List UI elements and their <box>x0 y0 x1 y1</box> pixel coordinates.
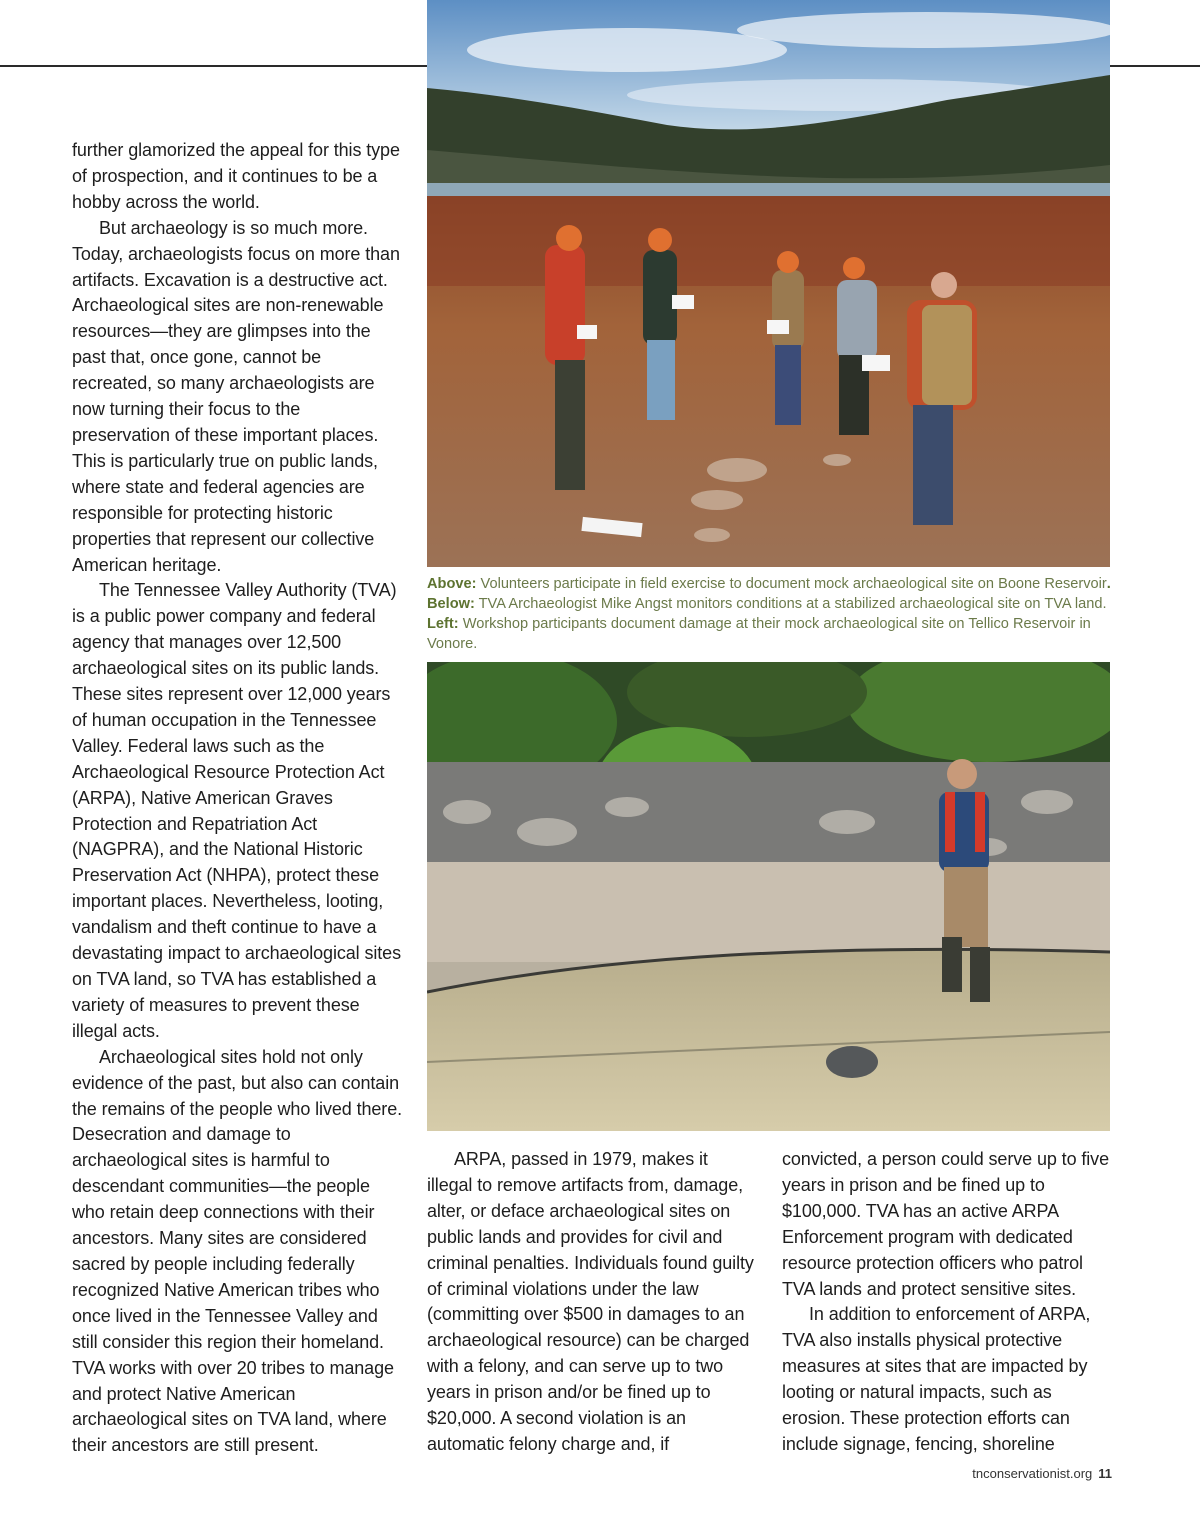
paragraph: But archaeology is so much more. Today, archaeologists focus on more than artifacts. Excavation is a destructive act. Archaeological sites are non-renewable resources—they are glimpses into the past that, once gone, cannot be recreated, so many archaeologists are now turning their focus to the preservation of these important places. This is particularly true on public lands, where state and federal agencies are responsible for protecting historic properties that represent our collective American heritage. <box>72 217 400 575</box>
photo-caption <box>427 574 1117 654</box>
article-column-left <box>72 138 402 1459</box>
caption-text-above: Volunteers participate in field exercise to document mock archaeological site on Boone Reservoir <box>480 576 1107 592</box>
page-footer <box>972 1466 1112 1481</box>
article-column-right <box>782 1147 1112 1458</box>
header-rule-right <box>1110 65 1200 67</box>
paragraph: Archaeological sites hold not only evidence of the past, but also can contain the remains of the people who lived there. Desecration and damage to archaeological sites is harmful to descendant communities—the people who retain deep connections with their ancestors. Many sites are considered sacred by people including federally recognized Native American tribes who once lived in the Tennessee Valley and still consider this region their homeland. TVA works with over 20 tribes to manage and protect Native American archaeological sites on TVA land, where their ancestors are still present. <box>72 1046 403 1456</box>
footer-site: tnconservationist.org <box>972 1466 1093 1481</box>
photo-field-exercise <box>427 0 1110 567</box>
page-number: 11 <box>1098 1466 1112 1481</box>
caption-label-below: . Below: <box>427 576 1111 612</box>
caption-label-above: Above: <box>427 576 477 592</box>
paragraph: The Tennessee Valley Authority (TVA) is a public power company and federal agency that manages over 12,500 archaeological sites on its public lands. These sites represent over 12,000 years of human occupation in the Tennessee Valley. Federal laws such as the Archaeological Resource Protection Act (ARPA), Native American Graves Protection and Repatriation Act (NAGPRA), and the National Historic Preservation Act (NHPA), protect these important places. Nevertheless, looting, vandalism and theft continue to have a devastating impact to archaeological sites on TVA land, so TVA has established a variety of measures to prevent these illegal acts. <box>72 580 401 1041</box>
paragraph: In addition to enforcement of ARPA, TVA also installs physical protective measures at sites that are impacted by looting or natural impacts, such as erosion. These protection efforts can include signage, fencing, shoreline <box>782 1304 1091 1454</box>
photo-shoreline-monitoring <box>427 662 1110 1131</box>
article-column-middle <box>427 1147 757 1458</box>
paragraph: ARPA, passed in 1979, makes it illegal to remove artifacts from, damage, alter, or deface archaeological sites on public lands and provides for civil and criminal penalties. Individuals found guilty of criminal violations under the law (committing over $500 in damages to an archaeological resource) can be charged with a felony, and can serve up to two years in prison and/or be fined up to $20,000. A second violation is an automatic felony charge and, if <box>427 1149 754 1454</box>
caption-text-left: Workshop participants document damage at their mock archaeological site on Tellico Reservoir in Vonore. <box>427 616 1091 652</box>
paragraph: further glamorized the appeal for this type of prospection, and it continues to be a hobby across the world. <box>72 140 400 212</box>
paragraph: convicted, a person could serve up to five years in prison and be fined up to $100,000. TVA has an active ARPA Enforcement program with dedicated resource protection officers who patrol TVA lands and protect sensitive sites. <box>782 1149 1109 1299</box>
header-rule-left <box>0 65 428 67</box>
caption-text-below: TVA Archaeologist Mike Angst monitors conditions at a stabilized archaeological site on TVA land. <box>478 596 1107 612</box>
caption-label-left: Left: <box>427 616 459 632</box>
